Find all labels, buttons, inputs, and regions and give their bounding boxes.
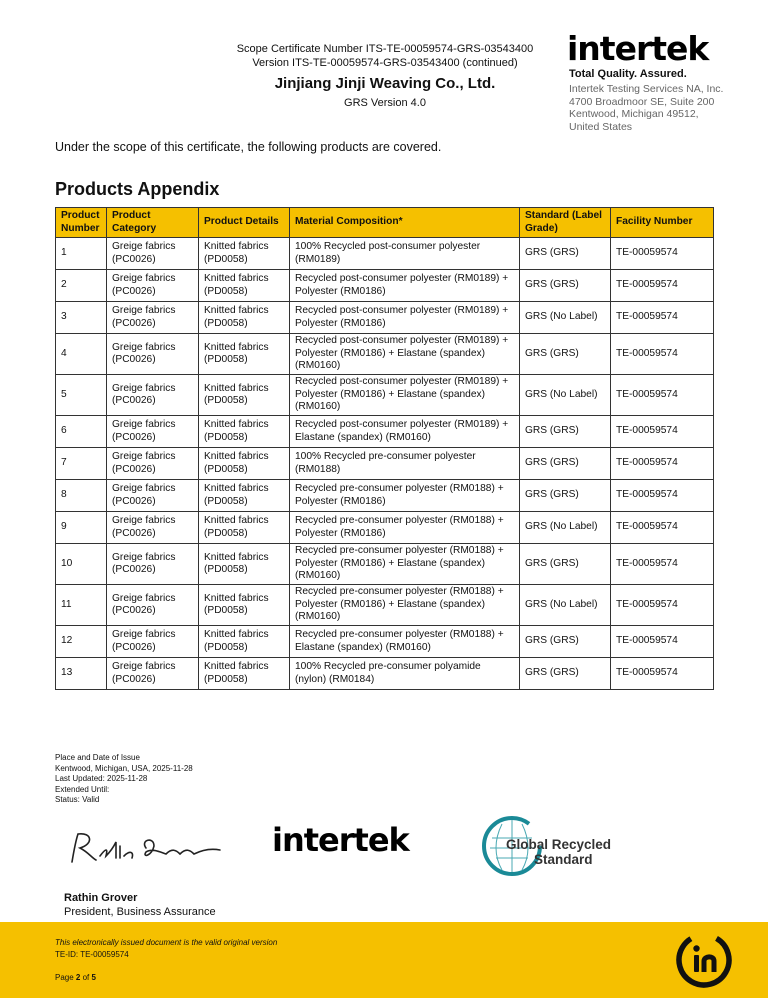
cell-standard: GRS (No Label) <box>520 302 611 334</box>
intertek-logo-center-graphic <box>272 820 414 860</box>
cell-facility-number: TE-00059574 <box>611 302 714 334</box>
page-current: 2 <box>75 973 81 982</box>
intertek-logo-graphic <box>567 30 719 68</box>
table-row <box>56 302 714 334</box>
col-header-facility-number: Facility Number <box>611 208 714 238</box>
grs-logo-line1: Global Recycled <box>506 837 612 852</box>
table-row <box>56 416 714 448</box>
cell-product-number: 1 <box>56 238 107 270</box>
col-header-standard: Standard (Label Grade) <box>520 208 611 238</box>
address-line: Kentwood, Michigan 49512, <box>569 108 699 120</box>
cell-standard: GRS (No Label) <box>520 375 611 416</box>
cell-facility-number: TE-00059574 <box>611 238 714 270</box>
cell-standard: GRS (GRS) <box>520 626 611 658</box>
cell-material-composition: 100% Recycled pre-consumer polyamide (nylon) (RM0184) <box>290 658 520 690</box>
cell-product-details: Knitted fabrics (PD0058) <box>199 375 290 416</box>
certificate-header <box>200 42 570 109</box>
cell-product-details: Knitted fabrics (PD0058) <box>199 544 290 585</box>
address-line: United States <box>569 120 633 133</box>
scope-certificate-number: Scope Certificate Number ITS-TE-00059574-GRS-03543400 <box>236 43 534 55</box>
intertek-badge-graphic <box>676 932 732 988</box>
intertek-logo <box>567 30 719 73</box>
cell-facility-number: TE-00059574 <box>611 448 714 480</box>
cell-standard: GRS (GRS) <box>520 658 611 690</box>
cell-facility-number: TE-00059574 <box>611 480 714 512</box>
cell-standard: GRS (GRS) <box>520 480 611 512</box>
cell-product-category: Greige fabrics (PC0026) <box>107 544 199 585</box>
issue-heading: Place and Date of Issue <box>55 753 140 762</box>
tagline: Total Quality. Assured. <box>569 68 687 80</box>
cell-product-category: Greige fabrics (PC0026) <box>107 416 199 448</box>
section-title: Products Appendix <box>55 179 220 199</box>
company-name: Jinjiang Jinji Weaving Co., Ltd. <box>274 75 496 92</box>
cell-product-details: Knitted fabrics (PD0058) <box>199 626 290 658</box>
cell-product-category: Greige fabrics (PC0026) <box>107 270 199 302</box>
cell-product-category: Greige fabrics (PC0026) <box>107 238 199 270</box>
cell-product-details: Knitted fabrics (PD0058) <box>199 448 290 480</box>
intertek-logo-center <box>272 820 414 865</box>
cell-product-number: 7 <box>56 448 107 480</box>
cell-facility-number: TE-00059574 <box>611 544 714 585</box>
cell-product-number: 5 <box>56 375 107 416</box>
cell-product-number: 12 <box>56 626 107 658</box>
footer-bar <box>0 922 768 998</box>
table-row <box>56 658 714 690</box>
col-header-product-category: Product Category <box>107 208 199 238</box>
cell-product-category: Greige fabrics (PC0026) <box>107 658 199 690</box>
issue-info <box>55 753 193 806</box>
table-row <box>56 626 714 658</box>
cell-product-number: 3 <box>56 302 107 334</box>
cell-standard: GRS (No Label) <box>520 512 611 544</box>
global-recycled-standard-logo <box>478 812 618 885</box>
version-line: Version ITS-TE-00059574-GRS-03543400 (continued) <box>252 57 518 69</box>
cell-standard: GRS (GRS) <box>520 334 611 375</box>
cell-facility-number: TE-00059574 <box>611 375 714 416</box>
cell-product-details: Knitted fabrics (PD0058) <box>199 512 290 544</box>
table-row <box>56 238 714 270</box>
cell-material-composition: Recycled pre-consumer polyester (RM0188) + Polyester (RM0186) <box>290 480 520 512</box>
cell-product-category: Greige fabrics (PC0026) <box>107 512 199 544</box>
col-header-product-details: Product Details <box>199 208 290 238</box>
cell-standard: GRS (GRS) <box>520 544 611 585</box>
cell-facility-number: TE-00059574 <box>611 270 714 302</box>
cell-product-number: 9 <box>56 512 107 544</box>
cell-material-composition: Recycled pre-consumer polyester (RM0188) + Polyester (RM0186) + Elastane (spandex) (RM0160) <box>290 585 520 626</box>
address-line: 4700 Broadmoor SE, Suite 200 <box>569 95 715 108</box>
cell-product-details: Knitted fabrics (PD0058) <box>199 480 290 512</box>
cell-material-composition: Recycled post-consumer polyester (RM0189) + Polyester (RM0186) + Elastane (spandex) (RM0160) <box>290 375 520 416</box>
cell-facility-number: TE-00059574 <box>611 416 714 448</box>
table-row <box>56 375 714 416</box>
cell-product-number: 10 <box>56 544 107 585</box>
extended-until: Extended Until: <box>55 784 110 794</box>
cell-product-category: Greige fabrics (PC0026) <box>107 334 199 375</box>
cell-product-number: 13 <box>56 658 107 690</box>
table-row <box>56 334 714 375</box>
table-row <box>56 448 714 480</box>
cell-material-composition: Recycled pre-consumer polyester (RM0188) + Elastane (spandex) (RM0160) <box>290 626 520 658</box>
cell-product-category: Greige fabrics (PC0026) <box>107 585 199 626</box>
cell-product-details: Knitted fabrics (PD0058) <box>199 658 290 690</box>
cell-material-composition: 100% Recycled pre-consumer polyester (RM0188) <box>290 448 520 480</box>
table-header-row <box>56 208 714 238</box>
address-line: Intertek Testing Services NA, Inc. <box>569 83 724 95</box>
lab-address <box>569 83 723 133</box>
cell-material-composition: 100% Recycled post-consumer polyester (RM0189) <box>290 238 520 270</box>
footer-te-id: TE-ID: TE-00059574 <box>55 950 129 959</box>
cell-product-details: Knitted fabrics (PD0058) <box>199 416 290 448</box>
logo-text: intertek <box>272 821 409 859</box>
table-row <box>56 512 714 544</box>
cell-facility-number: TE-00059574 <box>611 585 714 626</box>
cell-standard: GRS (No Label) <box>520 585 611 626</box>
cell-product-category: Greige fabrics (PC0026) <box>107 302 199 334</box>
signature-graphic <box>62 826 232 872</box>
cell-material-composition: Recycled pre-consumer polyester (RM0188) + Polyester (RM0186) + Elastane (spandex) (RM0160) <box>290 544 520 585</box>
table-row <box>56 585 714 626</box>
scope-intro: Under the scope of this certificate, the following products are covered. <box>55 140 442 154</box>
grs-logo-line2: Standard <box>534 852 593 867</box>
cell-material-composition: Recycled post-consumer polyester (RM0189) + Elastane (spandex) (RM0160) <box>290 416 520 448</box>
table-row <box>56 270 714 302</box>
cell-facility-number: TE-00059574 <box>611 658 714 690</box>
cell-product-number: 2 <box>56 270 107 302</box>
cell-product-category: Greige fabrics (PC0026) <box>107 375 199 416</box>
signer-name: Rathin Grover <box>64 892 138 904</box>
signer-title: President, Business Assurance <box>64 906 216 918</box>
cell-product-number: 8 <box>56 480 107 512</box>
table-body <box>56 238 714 690</box>
logo-text: intertek <box>567 30 709 68</box>
cell-product-details: Knitted fabrics (PD0058) <box>199 334 290 375</box>
signature <box>62 826 232 877</box>
page-prefix: Page <box>55 973 76 982</box>
cell-product-number: 11 <box>56 585 107 626</box>
cell-facility-number: TE-00059574 <box>611 626 714 658</box>
cell-facility-number: TE-00059574 <box>611 334 714 375</box>
cell-standard: GRS (GRS) <box>520 238 611 270</box>
cell-material-composition: Recycled post-consumer polyester (RM0189) + Polyester (RM0186) + Elastane (spandex) (RM0160) <box>290 334 520 375</box>
cell-product-number: 6 <box>56 416 107 448</box>
grs-logo-graphic <box>478 812 618 880</box>
page-separator: of <box>80 973 92 982</box>
cell-facility-number: TE-00059574 <box>611 512 714 544</box>
cell-product-details: Knitted fabrics (PD0058) <box>199 302 290 334</box>
cell-product-category: Greige fabrics (PC0026) <box>107 480 199 512</box>
page-number <box>55 973 96 982</box>
col-header-product-number: Product Number <box>56 208 107 238</box>
footer-note: This electronically issued document is the valid original version <box>55 938 278 947</box>
last-updated: Last Updated: 2025-11-28 <box>55 774 148 783</box>
products-table <box>55 207 714 690</box>
issue-place-date: Kentwood, Michigan, USA, 2025-11-28 <box>55 763 193 773</box>
cell-material-composition: Recycled pre-consumer polyester (RM0188) + Polyester (RM0186) <box>290 512 520 544</box>
cell-product-details: Knitted fabrics (PD0058) <box>199 270 290 302</box>
grs-version: GRS Version 4.0 <box>344 97 426 109</box>
cell-material-composition: Recycled post-consumer polyester (RM0189) + Polyester (RM0186) <box>290 302 520 334</box>
cell-product-category: Greige fabrics (PC0026) <box>107 448 199 480</box>
cell-product-details: Knitted fabrics (PD0058) <box>199 585 290 626</box>
cell-material-composition: Recycled post-consumer polyester (RM0189) + Polyester (RM0186) <box>290 270 520 302</box>
cell-standard: GRS (GRS) <box>520 416 611 448</box>
table-row <box>56 544 714 585</box>
cell-product-number: 4 <box>56 334 107 375</box>
cell-standard: GRS (GRS) <box>520 270 611 302</box>
status: Status: Valid <box>55 795 100 804</box>
cell-product-details: Knitted fabrics (PD0058) <box>199 238 290 270</box>
cell-product-category: Greige fabrics (PC0026) <box>107 626 199 658</box>
table-row <box>56 480 714 512</box>
col-header-material-composition: Material Composition* <box>290 208 520 238</box>
page-total: 5 <box>91 973 96 982</box>
intertek-badge-icon <box>676 932 732 993</box>
cell-standard: GRS (GRS) <box>520 448 611 480</box>
